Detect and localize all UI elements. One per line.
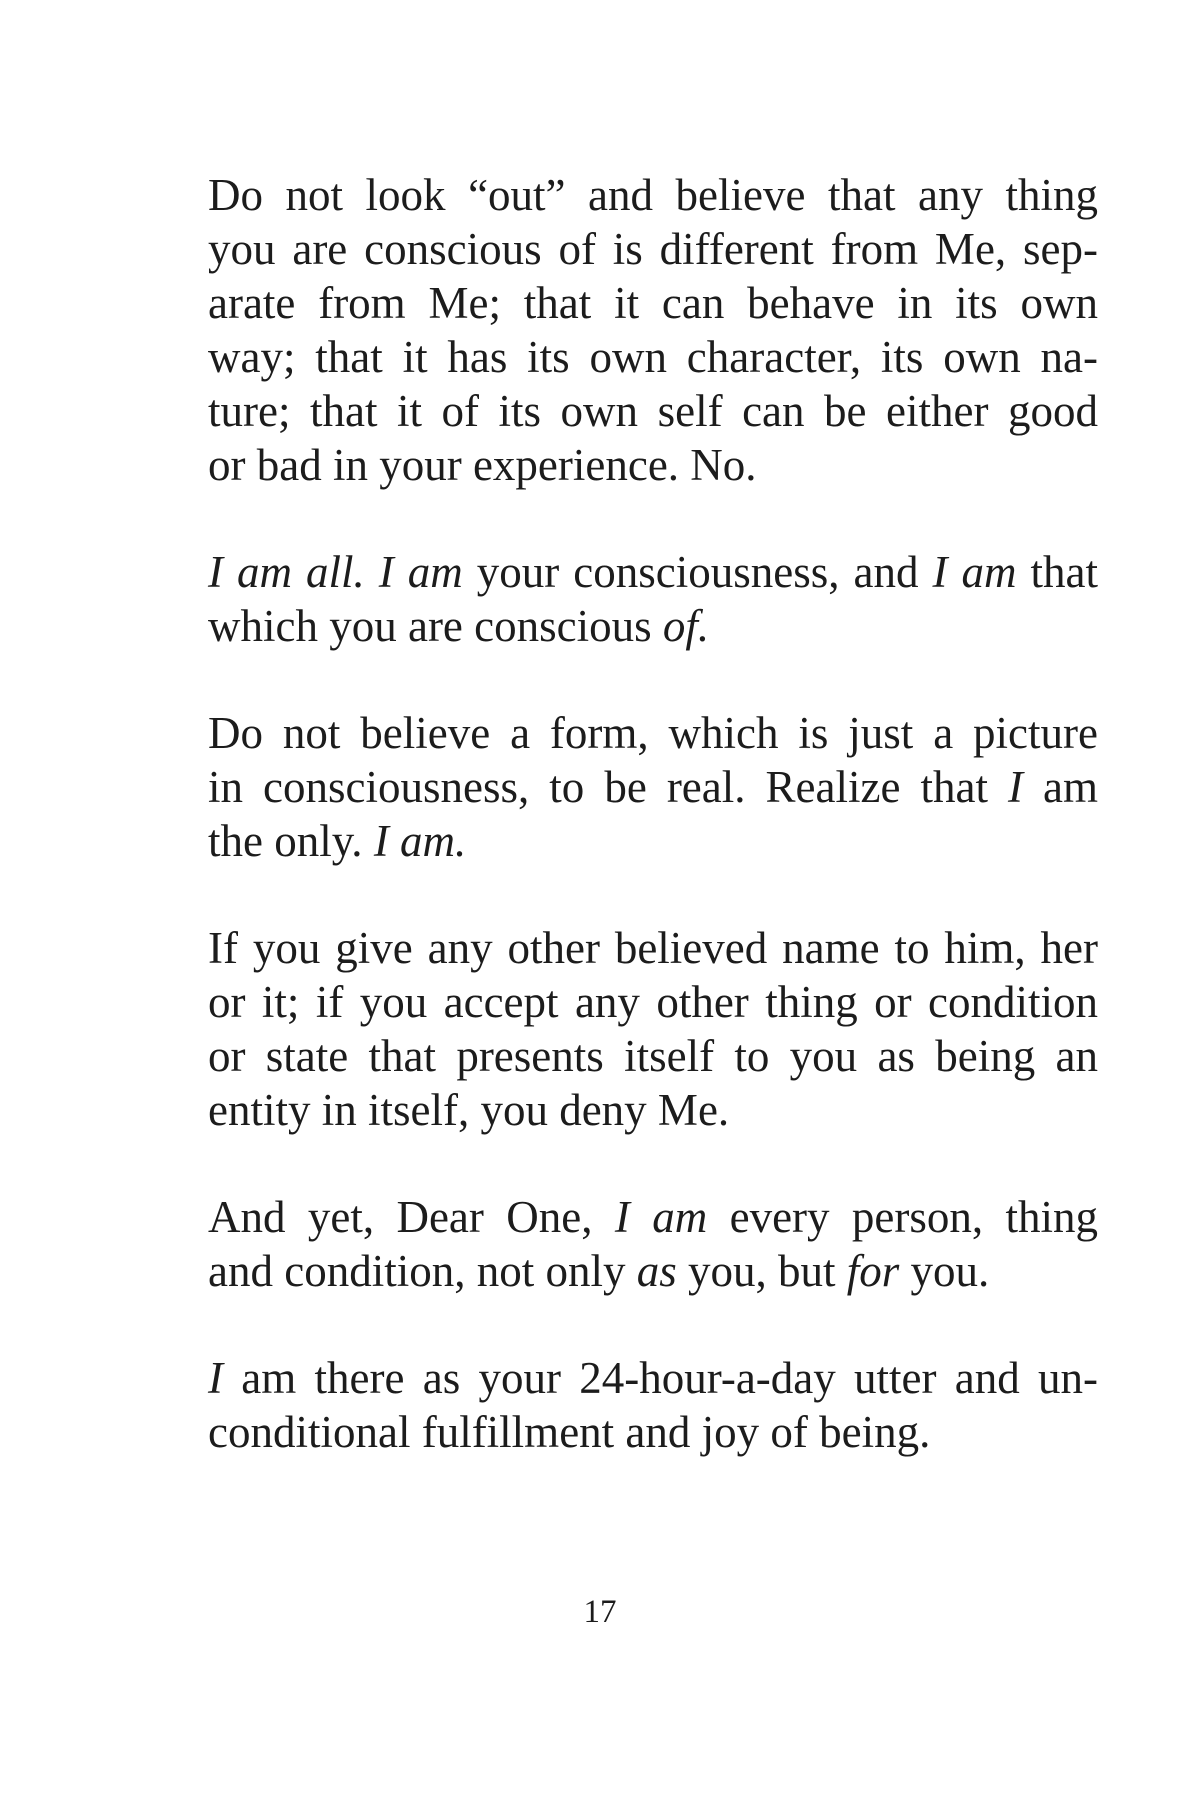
paragraph	[208, 706, 1098, 868]
text-run: And yet, Dear One,	[208, 1192, 615, 1242]
text-run: or it; if you accept any other thing or condition	[208, 977, 1098, 1027]
text-run: ture; that it of its own self can be either good	[208, 386, 1098, 436]
text-line	[208, 706, 1098, 760]
text-line	[208, 760, 1098, 814]
text-run: or bad in your experience. No.	[208, 440, 757, 490]
text-run: way; that it has its own character, its own na-	[208, 332, 1098, 382]
text-line	[208, 1190, 1098, 1244]
page-number: 17	[583, 1594, 617, 1630]
body-text	[208, 168, 1098, 1512]
text-line	[208, 438, 1098, 492]
text-run: Do not believe a form, which is just a picture	[208, 708, 1098, 758]
text-run: every person, thing	[707, 1192, 1098, 1242]
text-line	[208, 330, 1098, 384]
text-line	[208, 1244, 1098, 1298]
italic-text: I	[1007, 762, 1023, 812]
text-line	[208, 276, 1098, 330]
text-run: entity in itself, you deny Me.	[208, 1085, 730, 1135]
text-line	[208, 168, 1098, 222]
paragraph	[208, 1351, 1098, 1459]
text-run: in consciousness, to be real. Realize that	[208, 762, 1008, 812]
text-run: your consciousness, and	[462, 547, 933, 597]
paragraph	[208, 545, 1098, 653]
text-run: you.	[899, 1246, 990, 1296]
italic-text: I am	[932, 547, 1017, 597]
text-line	[208, 1405, 1098, 1459]
text-run: am	[1022, 762, 1098, 812]
italic-text: I	[208, 1353, 223, 1403]
text-line	[208, 814, 1098, 868]
text-line	[208, 975, 1098, 1029]
text-line	[208, 1083, 1098, 1137]
italic-text: of.	[662, 601, 710, 651]
italic-text: I am all. I am	[208, 547, 463, 597]
text-line	[208, 545, 1098, 599]
text-line	[208, 1029, 1098, 1083]
text-run: which you are conscious	[208, 601, 663, 651]
paragraph	[208, 168, 1098, 492]
italic-text: as	[636, 1246, 677, 1296]
text-line	[208, 921, 1098, 975]
italic-text: for	[846, 1246, 900, 1296]
text-run: conditional fulfillment and joy of being.	[208, 1407, 931, 1457]
text-run: that	[1016, 547, 1098, 597]
text-run: Do not look “out” and believe that any thing	[208, 170, 1098, 220]
italic-text: I am.	[373, 816, 467, 866]
italic-text: I am	[614, 1192, 708, 1242]
text-line	[208, 222, 1098, 276]
text-run: the only.	[208, 816, 374, 866]
text-run: or state that presents itself to you as being an	[208, 1031, 1098, 1081]
text-run: arate from Me; that it can behave in its own	[208, 278, 1098, 328]
text-line	[208, 599, 1098, 653]
paragraph	[208, 1190, 1098, 1298]
text-run: and condition, not only	[208, 1246, 637, 1296]
text-run: you, but	[676, 1246, 847, 1296]
text-run: If you give any other believed name to him, her	[208, 923, 1098, 973]
text-line	[208, 1351, 1098, 1405]
text-run: am there as your 24-hour-a-day utter and un-	[223, 1353, 1098, 1403]
text-line	[208, 384, 1098, 438]
text-run: you are conscious of is different from Me, sep-	[208, 224, 1098, 274]
paragraph	[208, 921, 1098, 1137]
